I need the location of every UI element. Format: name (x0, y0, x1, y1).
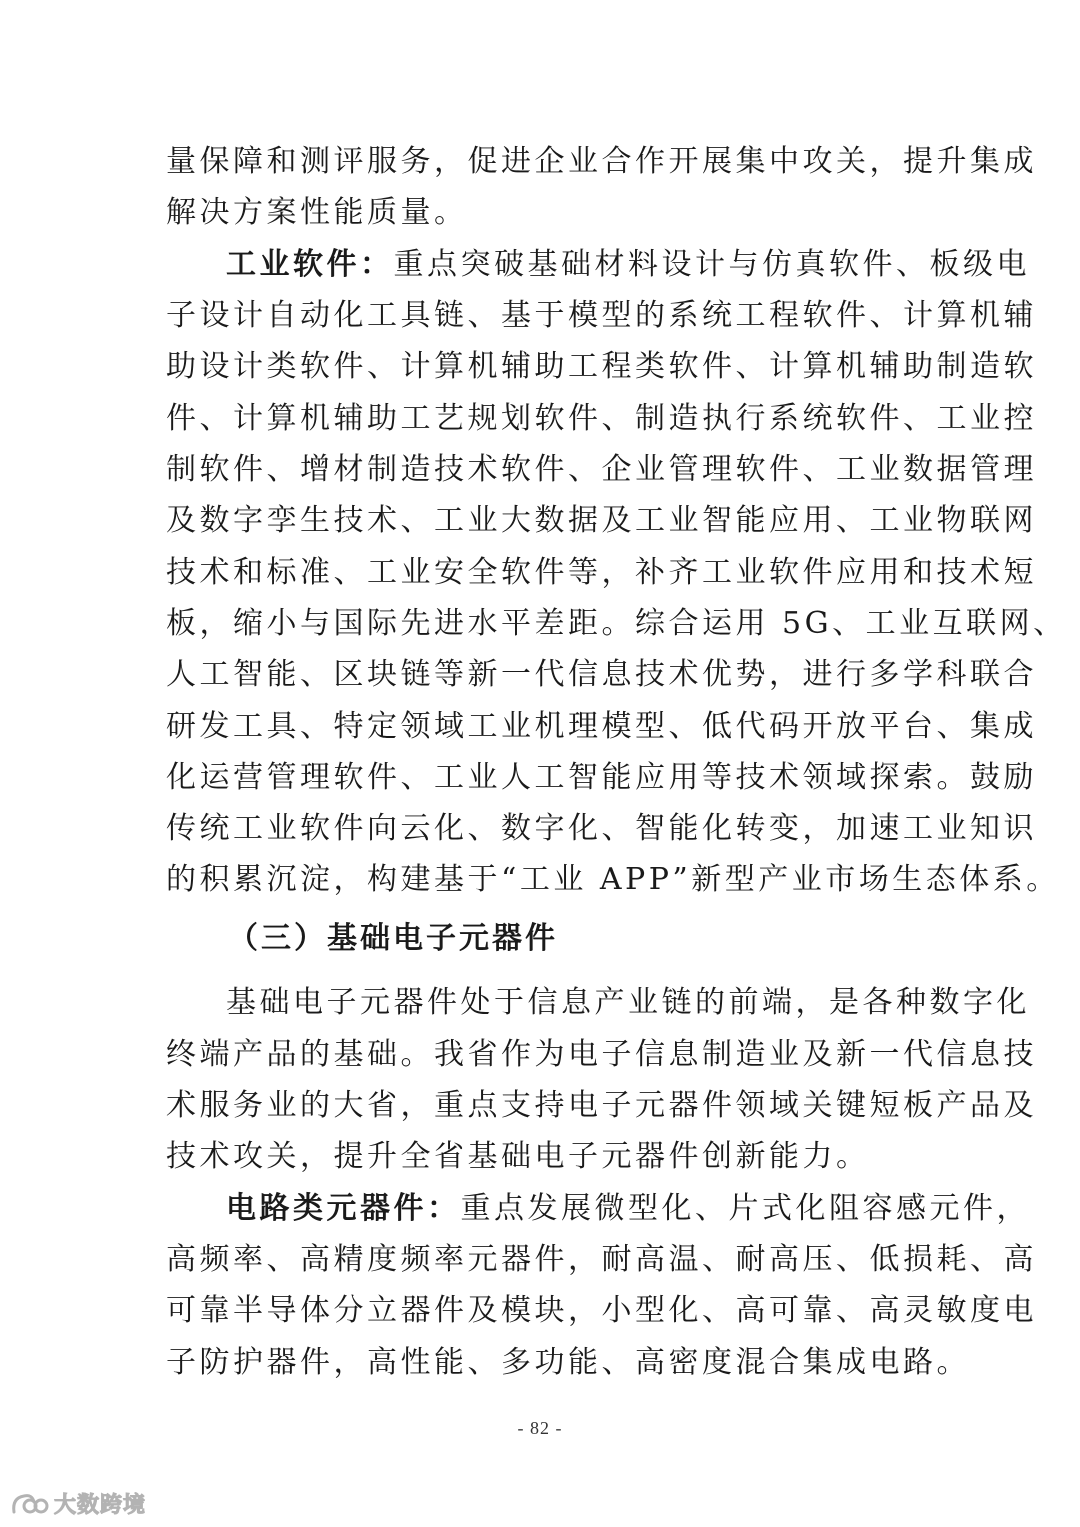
industrial-software-label: 工业软件： (226, 247, 394, 282)
page-number: - 82 - (517, 1418, 563, 1438)
paragraph-line: 子设计自动化工具链、基于模型的系统工程软件、计算机辅 (166, 298, 1037, 333)
paragraph-line: 高频率、高精度频率元器件，耐高温、耐高压、低损耗、高 (166, 1242, 1037, 1277)
paragraph-line-circuit-components (226, 1191, 1030, 1226)
paragraph-line: 板，缩小与国际先进水平差距。综合运用 5G、工业互联网、 (166, 606, 1067, 641)
paragraph-line: 术服务业的大省，重点支持电子元器件领域关键短板产品及 (166, 1088, 1037, 1123)
circuit-components-label: 电路类元器件： (226, 1191, 461, 1226)
brand-logo-icon (10, 1490, 50, 1518)
watermark-text: 大数跨境 (54, 1493, 147, 1518)
paragraph-line: 人工智能、区块链等新一代信息技术优势，进行多学科联合 (166, 657, 1037, 692)
paragraph-line-industrial-software (226, 247, 1030, 282)
industrial-software-text: 重点突破基础材料设计与仿真软件、板级电 (393, 247, 1030, 282)
paragraph-line: 助设计类软件、计算机辅助工程类软件、计算机辅助制造软 (166, 349, 1037, 384)
paragraph-line: 量保障和测评服务，促进企业合作开展集中攻关，提升集成 (166, 144, 1037, 179)
paragraph-line: 制软件、增材制造技术软件、企业管理软件、工业数据管理 (166, 452, 1037, 487)
paragraph-line: 及数字孪生技术、工业大数据及工业智能应用、工业物联网 (166, 503, 1037, 538)
watermark (10, 1488, 146, 1519)
paragraph-line: 子防护器件，高性能、多功能、高密度混合集成电路。 (166, 1345, 970, 1380)
paragraph-line: 的积累沉淀，构建基于“工业 APP”新型产业市场生态体系。 (166, 862, 1060, 897)
paragraph-line: 可靠半导体分立器件及模块，小型化、高可靠、高灵敏度电 (166, 1293, 1037, 1328)
paragraph-line: 技术攻关，提升全省基础电子元器件创新能力。 (166, 1139, 870, 1174)
paragraph-line: 解决方案性能质量。 (166, 195, 468, 230)
section-heading: （三）基础电子元器件 (228, 921, 558, 956)
paragraph-line: 研发工具、特定领域工业机理模型、低代码开放平台、集成 (166, 709, 1037, 744)
paragraph-line: 件、计算机辅助工艺规划软件、制造执行系统软件、工业控 (166, 401, 1037, 436)
paragraph-line: 基础电子元器件处于信息产业链的前端，是各种数字化 (226, 985, 1030, 1020)
circuit-components-text: 重点发展微型化、片式化阻容感元件， (460, 1191, 1030, 1226)
paragraph-line: 技术和标准、工业安全软件等，补齐工业软件应用和技术短 (166, 555, 1037, 590)
paragraph-line: 终端产品的基础。我省作为电子信息制造业及新一代信息技 (166, 1037, 1037, 1072)
paragraph-line: 传统工业软件向云化、数字化、智能化转变，加速工业知识 (166, 811, 1037, 846)
paragraph-line: 化运营管理软件、工业人工智能应用等技术领域探索。鼓励 (166, 760, 1037, 795)
